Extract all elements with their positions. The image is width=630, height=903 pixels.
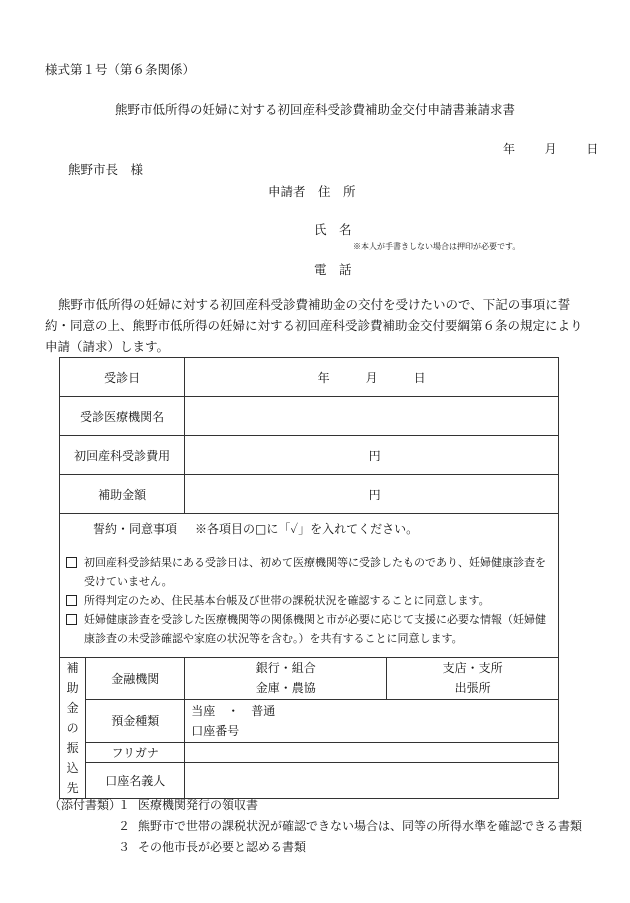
pledge-checkbox-3[interactable] [66, 614, 77, 625]
subsidy-unit: 円 [368, 487, 381, 502]
date-year: 年 [503, 142, 516, 156]
date-day: 日 [586, 142, 599, 156]
account-holder-field[interactable] [185, 763, 559, 799]
account-number-label: 口座番号 [191, 723, 240, 738]
application-table [59, 357, 559, 799]
cost-unit: 円 [368, 448, 381, 463]
pledge-item-1-text: 初回産科受診結果にある受診日は、初めて医療機関等に受診したものであり、妊婦健康診査を受けていません。 [84, 556, 546, 588]
pledge-item-3-text: 妊婦健康診査を受診した医療機関等の関係機関と市が必要に応じて支援に必要な情報（妊婦健康診査の未受診確認や家庭の状況等を含む。）を共有することに同意します。 [84, 613, 546, 645]
pledge-item-2-text: 所得判定のため、住民基本台帳及び世帯の課税状況を確認することに同意します。 [84, 594, 490, 607]
form-number: 様式第１号（第６条関係） [45, 62, 196, 77]
visit-date-label: 受診日 [60, 358, 185, 397]
transfer-char: 振 [66, 741, 79, 755]
bank-type-2: 金庫・農協 [255, 681, 316, 696]
furigana-label: フリガナ [86, 742, 185, 762]
attachments-label: （添付書類） [49, 798, 122, 812]
visit-date-field[interactable] [185, 358, 559, 397]
seal-note: ※本人が手書きしない場合は押印が必要です。 [353, 242, 521, 251]
applicant-address-label: 申請者 住 所 [268, 184, 356, 199]
institution-field[interactable] [185, 397, 559, 436]
attachment-item [118, 817, 582, 834]
pledge-item-1 [66, 553, 552, 591]
bank-type-1: 銀行・組合 [255, 661, 316, 676]
transfer-char: の [66, 721, 79, 735]
branch-field[interactable] [387, 658, 559, 700]
attachment-num: １ [118, 798, 131, 812]
intro-paragraph: 熊野市低所得の妊婦に対する初回産科受診費補助金の交付を受けたいので、下記の事項に誓約・同意の上、熊野市低所得の妊婦に対する初回産科受診費補助金交付要綱第６条の規定により申請（請求）します。 [45, 297, 583, 354]
branch-1: 支店・支所 [442, 661, 503, 676]
branch-2: 出張所 [454, 681, 491, 696]
cost-field[interactable] [185, 436, 559, 475]
transfer-char: 補 [66, 661, 79, 675]
bank-field[interactable] [185, 658, 387, 700]
bank-label: 金融機関 [86, 658, 185, 700]
pledge-title: 誓約・同意事項 [93, 522, 178, 536]
attachment-item [118, 838, 306, 855]
account-holder-label: 口座名義人 [86, 763, 185, 799]
subsidy-label: 補助金額 [60, 475, 185, 514]
transfer-char: 先 [66, 781, 79, 795]
transfer-char: 込 [66, 761, 79, 775]
deposit-options: 当座 ・ 普通 [191, 703, 276, 718]
date-month: 月 [544, 142, 557, 156]
visit-year: 年 [317, 370, 330, 385]
attachment-text: 医療機関発行の領収書 [138, 798, 259, 812]
visit-month: 月 [365, 370, 378, 385]
pledge-item-3 [66, 610, 552, 648]
applicant-phone-label: 電 話 [314, 262, 352, 277]
pledge-section [60, 514, 559, 658]
transfer-char: 金 [66, 701, 79, 715]
institution-label: 受診医療機関名 [60, 397, 185, 436]
transfer-char: 助 [66, 681, 79, 695]
deposit-field[interactable] [185, 699, 559, 742]
applicant-name-label: 氏 名 [314, 222, 352, 237]
attachment-num: ３ [118, 840, 131, 854]
furigana-field[interactable] [185, 742, 559, 762]
subsidy-field[interactable] [185, 475, 559, 514]
visit-day: 日 [413, 370, 426, 385]
attachment-item [118, 796, 258, 813]
pledge-item-2 [66, 591, 552, 610]
document-title [0, 100, 630, 118]
attachment-text: 熊野市で世帯の課税状況が確認できない場合は、同等の所得水準を確認できる書類 [138, 819, 583, 833]
document-title-text: 熊野市低所得の妊婦に対する初回産科受診費補助金交付申請書兼請求書 [114, 102, 515, 117]
attachment-num: ２ [118, 819, 131, 833]
addressee: 熊野市長 様 [68, 162, 144, 177]
pledge-checkbox-2[interactable] [66, 595, 77, 606]
pledge-instruction: ※各項目の□に「✓」を入れてください。 [195, 522, 419, 536]
attachment-text: その他市長が必要と認める書類 [138, 840, 307, 854]
deposit-label: 預金種類 [86, 699, 185, 742]
pledge-checkbox-1[interactable] [66, 557, 77, 568]
date-line [503, 140, 598, 157]
cost-label: 初回産科受診費用 [60, 436, 185, 475]
transfer-destination-label [60, 658, 86, 799]
